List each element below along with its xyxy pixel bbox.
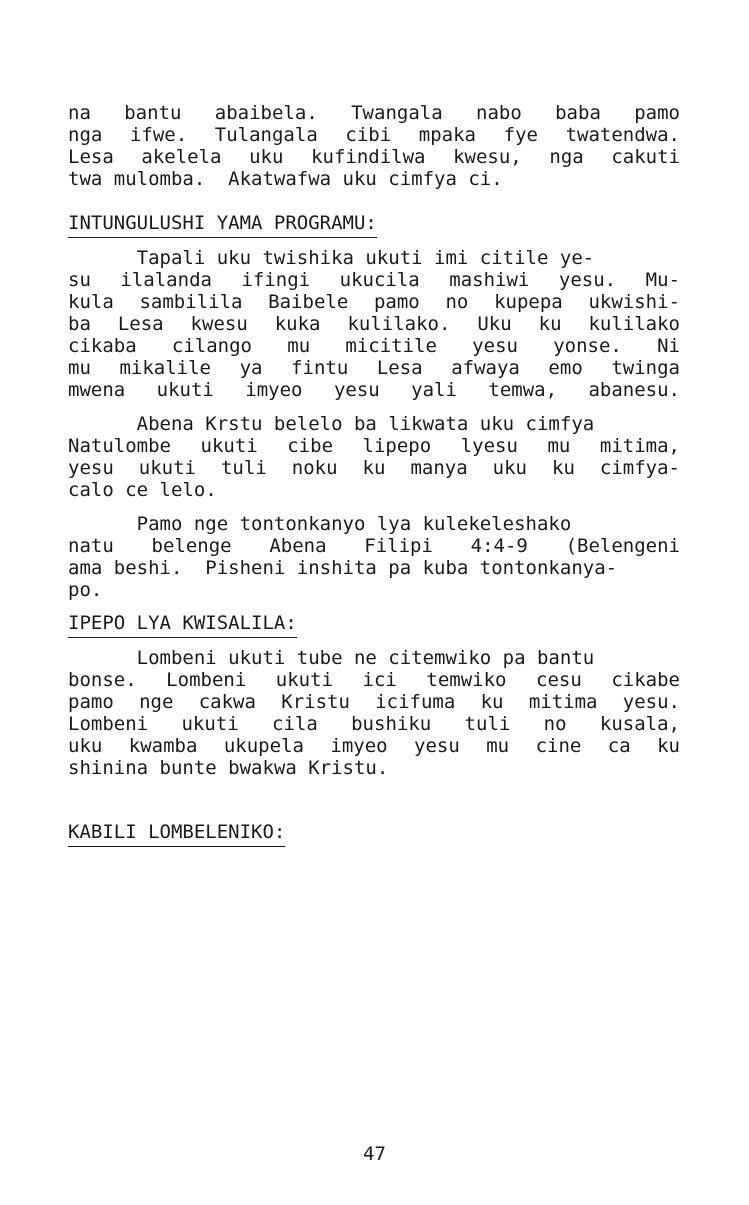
text-line: po. xyxy=(68,579,103,601)
text-line: mu mikalile ya fintu Lesa afwaya emo twinga xyxy=(68,357,680,379)
text-line: ba Lesa kwesu kuka kulilako. Uku ku kulilako xyxy=(68,313,680,335)
heading-text: KABILI LOMBELENIKO: xyxy=(68,820,285,847)
text-line: calo ce lelo. xyxy=(68,479,217,501)
heading-text: INTUNGULUSHI YAMA PROGRAMU: xyxy=(68,211,377,238)
section-heading-ipepo xyxy=(68,611,680,638)
text-line: Pamo nge tontonkanyo lya kulekeleshako xyxy=(68,513,572,535)
text-line: pamo nge cakwa Kristu icifuma ku mitima yesu. xyxy=(68,691,680,713)
intro-paragraph xyxy=(68,102,680,190)
text-line: ama beshi. Pisheni inshita pa kuba tontonkanya- xyxy=(68,557,618,579)
text-line: Natulombe ukuti cibe lipepo lyesu mu mitima, xyxy=(68,435,680,457)
paragraph-3 xyxy=(68,513,680,601)
page-number: 47 xyxy=(363,1143,386,1165)
section-heading-kabili xyxy=(68,820,680,847)
text-line: nga ifwe. Tulangala cibi mpaka fye twatendwa. xyxy=(68,124,680,146)
text-line: shinina bunte bwakwa Kristu. xyxy=(68,757,389,779)
text-line: yesu ukuti tuli noku ku manya uku ku cimfya- xyxy=(68,457,680,479)
text-line: Lombeni ukuti cila bushiku tuli no kusala, xyxy=(68,713,680,735)
paragraph-2 xyxy=(68,413,680,501)
text-line: Abena Krstu belelo ba likwata uku cimfya xyxy=(68,413,595,435)
text-line: mwena ukuti imyeo yesu yali temwa, abanesu. xyxy=(68,379,680,401)
text-line: su ilalanda ifingi ukucila mashiwi yesu. Mu- xyxy=(68,269,680,291)
text-line: natu belenge Abena Filipi 4:4-9 (Belengeni xyxy=(68,535,680,557)
text-line: Lesa akelela uku kufindilwa kwesu, nga cakuti xyxy=(68,146,680,168)
paragraph-1 xyxy=(68,247,680,401)
text-line: twa mulomba. Akatwafwa uku cimfya ci. xyxy=(68,168,503,190)
text-line: bonse. Lombeni ukuti ici temwiko cesu cikabe xyxy=(68,669,680,691)
text-line: na bantu abaibela. Twangala nabo baba pamo xyxy=(68,102,680,124)
text-line: kula sambilila Baibele pamo no kupepa ukwishi- xyxy=(68,291,680,313)
heading-text: IPEPO LYA KWISALILA: xyxy=(68,611,297,638)
paragraph-4 xyxy=(68,647,680,779)
text-line: cikaba cilango mu micitile yesu yonse. Ni xyxy=(68,335,680,357)
section-heading-programu xyxy=(68,211,680,238)
text-line: Lombeni ukuti tube ne citemwiko pa bantu xyxy=(68,647,595,669)
text-line: Tapali uku twishika ukuti imi citile ye- xyxy=(68,247,595,269)
text-line: uku kwamba ukupela imyeo yesu mu cine ca ku xyxy=(68,735,680,757)
